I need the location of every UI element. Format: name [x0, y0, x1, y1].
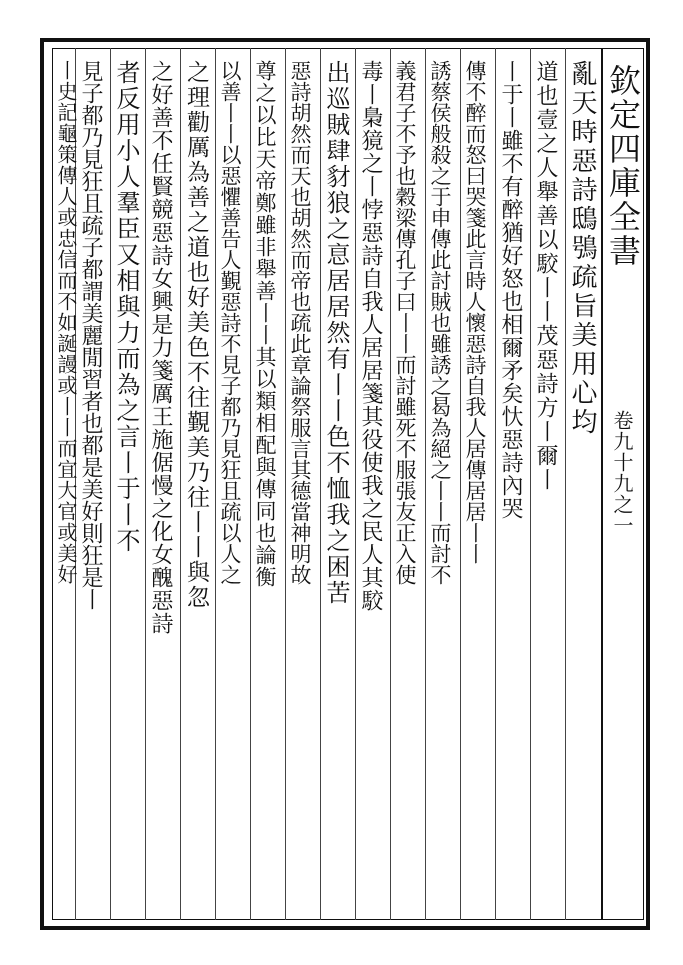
column-rule [530, 48, 531, 920]
text-column: 丨于丨雖不有醉猶好怒也相爾矛矣忕惡詩內哭 [498, 60, 523, 520]
text-column: 惡詩胡然而天也胡然而帝也疏此章論祭服言其德當神明故 [288, 60, 312, 585]
column-rule [145, 48, 146, 920]
text-column: 亂天時惡詩鴟鴞疏旨美用心均 [567, 60, 597, 437]
text-column: 傳不醉而怒曰哭箋此言時人懷惡詩自我人居傳居居丨丨 [463, 60, 487, 564]
text-column: 丨史記龜策傳人或忠信而不如誕謾或丨丨而宜大官或美好 [54, 60, 78, 585]
text-column: 毒丨梟獍之丨悖惡詩自我人居居箋其役使我之民人其駮 [358, 60, 383, 612]
text-column: 尊之以比天帝鄭雖非舉善丨丨其以類相配與傳同也論衡 [253, 60, 277, 588]
column-rule [110, 48, 111, 920]
column-rule [180, 48, 181, 920]
header-divider [601, 48, 603, 920]
column-rule [250, 48, 251, 920]
text-column: 之好善不任賢競惡詩女興是力箋厲王施倨慢之化女醜惡詩 [148, 60, 173, 635]
column-rule [460, 48, 461, 920]
column-rule [320, 48, 321, 920]
text-column: 之理勸厲為善之道也好美色不往覲美乃往丨丨與忽 [183, 60, 209, 610]
column-rule [495, 48, 496, 920]
column-rule [285, 48, 286, 920]
text-column: 者反用小人羣臣又相與力而為之言丨于丨不 [112, 60, 140, 554]
column-rule [390, 48, 391, 920]
column-rule [215, 48, 216, 920]
text-column: 見子都乃見狂且疏子都謂美麗閒習者也都是美好則狂是丨 [78, 60, 103, 610]
header-title: 欽定四庫全書 [604, 64, 642, 268]
volume-label: 卷九十九之一 [610, 410, 634, 536]
column-rule [565, 48, 566, 920]
text-column: 誘蔡侯般殺之于申傳此討賊也雖誘之曷為絕之丨丨而討不 [428, 60, 452, 585]
text-column: 道也壹之人舉善以駮丨丨茂惡詩方丨爾丨 [533, 60, 558, 492]
text-column: 義君子不予也穀梁傳孔子曰丨丨而討雖死不服張友正入使 [393, 60, 417, 585]
text-column: 以善丨丨以惡懼善告人覲惡詩不見子都乃見狂且疏以人之 [218, 60, 242, 585]
column-rule [425, 48, 426, 920]
column-rule [355, 48, 356, 920]
text-column: 出巡賊肆豺狼之恴居居然有丨丨色不恤我之困苦 [322, 60, 350, 606]
